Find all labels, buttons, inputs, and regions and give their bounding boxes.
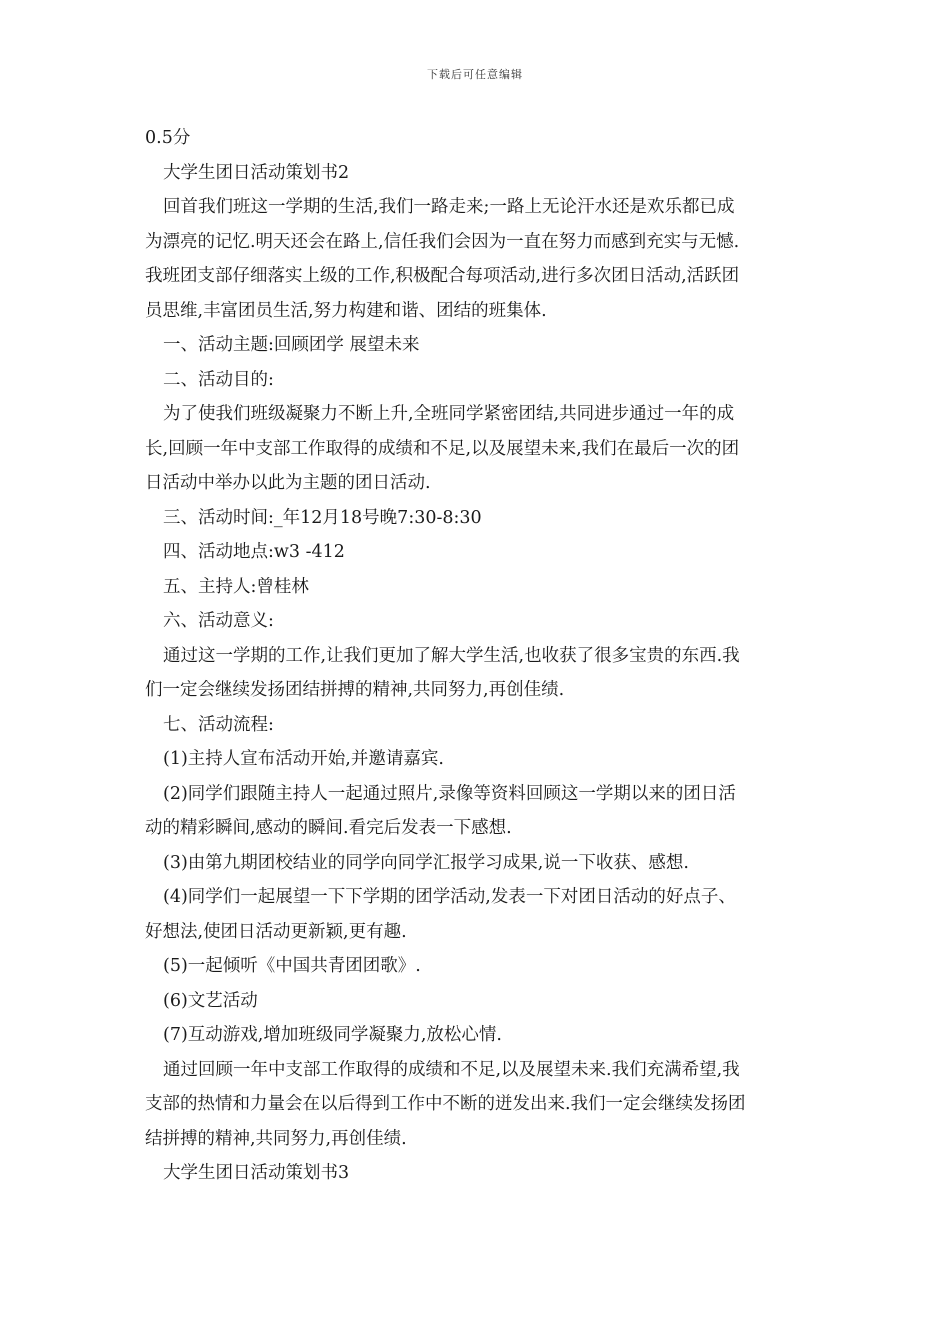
text-line: 长,回顾一年中支部工作取得的成绩和不足,以及展望未来,我们在最后一次的团 (145, 438, 740, 459)
text-line: 大学生团日活动策划书2 (163, 162, 350, 183)
text-line: 我班团支部仔细落实上级的工作,积极配合每项活动,进行多次团日活动,活跃团 (145, 266, 740, 286)
text-line: 通过回顾一年中支部工作取得的成绩和不足,以及展望未来.我们充满希望,我 (163, 1059, 740, 1080)
text-line: 员思维,丰富团员生活,努力构建和谐、团结的班集体. (145, 300, 547, 321)
text-line: (5)一起倾听《中国共青团团歌》. (163, 956, 421, 976)
text-line: (3)由第九期团校结业的同学向同学汇报学习成果,说一下收获、感想. (163, 852, 689, 873)
text-line: 结拼搏的精神,共同努力,再创佳绩. (145, 1128, 407, 1149)
text-line: 0.5分 (145, 128, 191, 148)
text-line: 支部的热情和力量会在以后得到工作中不断的迸发出来.我们一定会继续发扬团 (145, 1094, 746, 1114)
page-header: 下载后可任意编辑 (427, 68, 523, 81)
text-line: 二、活动目的: (163, 369, 274, 390)
text-line: (7)互动游戏,增加班级同学凝聚力,放松心情. (163, 1025, 502, 1045)
text-line: 为了使我们班级凝聚力不断上升,全班同学紧密团结,共同进步通过一年的成 (163, 404, 735, 424)
text-line: 通过这一学期的工作,让我们更加了解大学生活,也收获了很多宝贵的东西.我 (163, 645, 740, 666)
text-line: 一、活动主题:回顾团学 展望未来 (163, 335, 420, 355)
text-line: 五、主持人:曾桂林 (163, 576, 309, 597)
text-line: (6)文艺活动 (163, 990, 258, 1011)
text-line: 七、活动流程: (163, 714, 274, 735)
text-line: 六、活动意义: (163, 611, 274, 631)
text-line: 们一定会继续发扬团结拼搏的精神,共同努力,再创佳绩. (145, 680, 565, 700)
document-body (145, 121, 810, 1191)
text-line: 为漂亮的记忆.明天还会在路上,信任我们会因为一直在努力而感到充实与无憾. (145, 231, 740, 252)
text-line: (1)主持人宣布活动开始,并邀请嘉宾. (163, 749, 444, 769)
text-line: 好想法,使团日活动更新颖,更有趣. (145, 921, 407, 942)
text-line: 大学生团日活动策划书3 (163, 1163, 350, 1183)
text-line: 四、活动地点:w3 -412 (163, 542, 345, 562)
text-line: 日活动中举办以此为主题的团日活动. (145, 473, 431, 493)
text-line: 回首我们班这一学期的生活,我们一路走来;一路上无论汗水还是欢乐都已成 (163, 197, 735, 217)
text-line: 三、活动时间:_年12月18号晚7:30-8:30 (163, 507, 482, 528)
text-line: 动的精彩瞬间,感动的瞬间.看完后发表一下感想. (145, 818, 512, 838)
text-line: (4)同学们一起展望一下下学期的团学活动,发表一下对团日活动的好点子、 (163, 887, 736, 907)
text-line: (2)同学们跟随主持人一起通过照片,录像等资料回顾这一学期以来的团日活 (163, 783, 736, 804)
